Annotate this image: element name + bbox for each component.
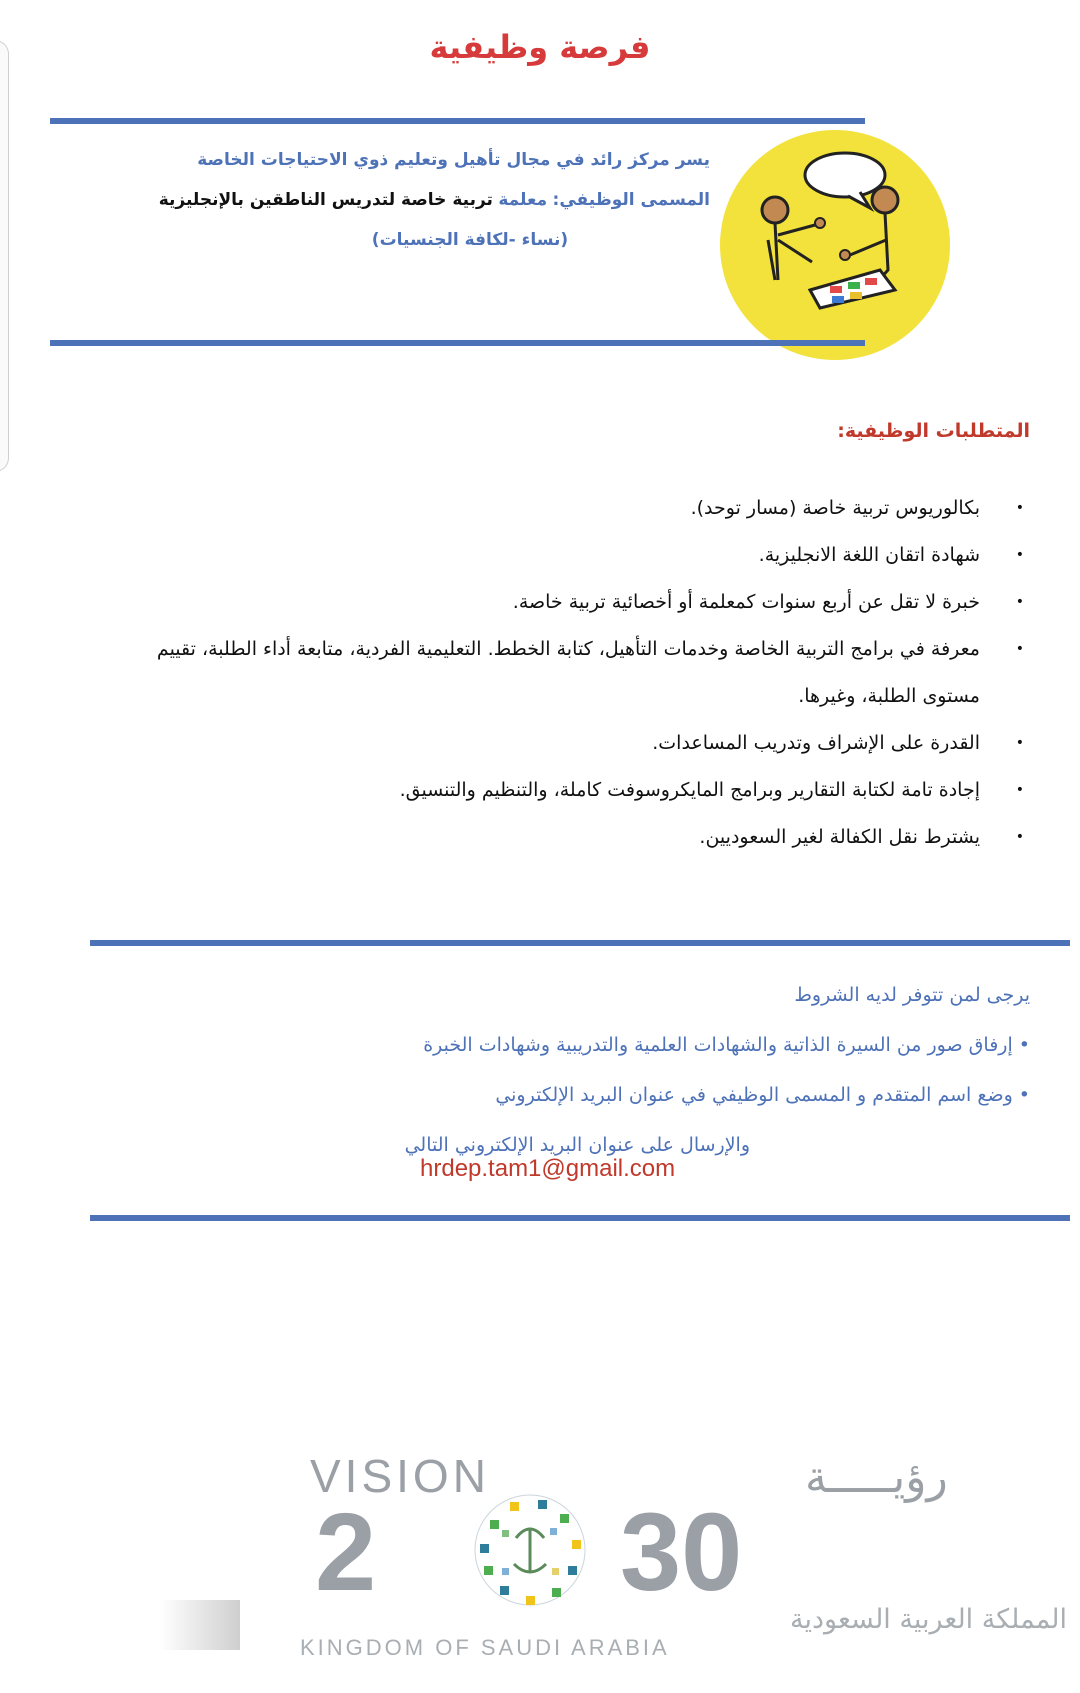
application-instructions — [90, 970, 1030, 1170]
intro-line: يسر مركز رائد في مجال تأهيل وتعليم ذوي الاحتياجات الخاصة — [197, 150, 710, 170]
vision-en-text: VISION — [310, 1450, 490, 1502]
vision-ar-text: رؤيـــــة — [805, 1452, 948, 1503]
intro-block — [70, 140, 710, 260]
requirements-heading: المتطلبات الوظيفية: — [837, 420, 1030, 442]
apply-intro: يرجى لمن تتوفر لديه الشروط — [794, 984, 1030, 1006]
teacher-student-icon — [720, 130, 950, 360]
top-divider — [50, 118, 865, 124]
apply-bullet: • وضع اسم المتقدم و المسمى الوظيفي في عنوان البريد الإلكتروني — [495, 1084, 1030, 1106]
logo-shadow — [160, 1600, 240, 1650]
year-right-digits: 30 — [620, 1491, 743, 1614]
eligibility-note: (نساء -لكافة الجنسيات) — [371, 230, 569, 250]
vision-logo-graphic — [230, 1440, 1068, 1660]
apply-top-divider — [90, 940, 1070, 946]
country-ar-text: المملكة العربية السعودية — [790, 1604, 1068, 1635]
job-role: معلمة — [498, 190, 548, 210]
job-label: المسمى الوظيفي: — [552, 190, 710, 210]
job-title-line — [70, 180, 710, 220]
page-title: فرصة وظيفية — [429, 28, 651, 66]
list-item: • بكالوريوس تربية خاصة (مسار توحد). — [100, 485, 980, 532]
list-item: • معرفة في برامج التربية الخاصة وخدمات التأهيل، كتابة الخطط. التعليمية الفردية، متابعة أداء الطلبة، تقييم مستوى الطلبة، وغيرها. — [100, 626, 980, 720]
country-en-text: KINGDOM OF SAUDI ARABIA — [300, 1635, 670, 1660]
send-instruction: والإرسال على عنوان البريد الإلكتروني التالي — [404, 1134, 750, 1156]
apply-bullet: • إرفاق صور من السيرة الذاتية والشهادات العلمية والتدريبية وشهادات الخبرة — [423, 1034, 1030, 1056]
requirements-list — [100, 485, 980, 861]
list-item: • خبرة لا تقل عن أربع سنوات كمعلمة أو أخصائية تربية خاصة. — [100, 579, 980, 626]
list-item: • يشترط نقل الكفالة لغير السعوديين. — [100, 814, 980, 861]
intro-bottom-divider — [50, 340, 865, 346]
side-edge-handle[interactable] — [0, 40, 9, 472]
job-detail: تربية خاصة لتدريس الناطقين بالإنجليزية — [158, 190, 493, 210]
vision-2030-logo — [230, 1440, 1068, 1660]
teaching-illustration — [720, 130, 950, 360]
year-left-digit: 2 — [315, 1491, 377, 1614]
apply-bottom-divider — [90, 1215, 1070, 1221]
list-item: • القدرة على الإشراف وتدريب المساعدات. — [100, 720, 980, 767]
list-item: • شهادة اتقان اللغة الانجليزية. — [100, 532, 980, 579]
email-link[interactable]: hrdep.tam1@gmail.com — [420, 1155, 676, 1182]
list-item: • إجادة تامة لكتابة التقارير وبرامج المايكروسوفت كاملة، والتنظيم والتنسيق. — [100, 767, 980, 814]
emblem-icon — [475, 1495, 585, 1605]
